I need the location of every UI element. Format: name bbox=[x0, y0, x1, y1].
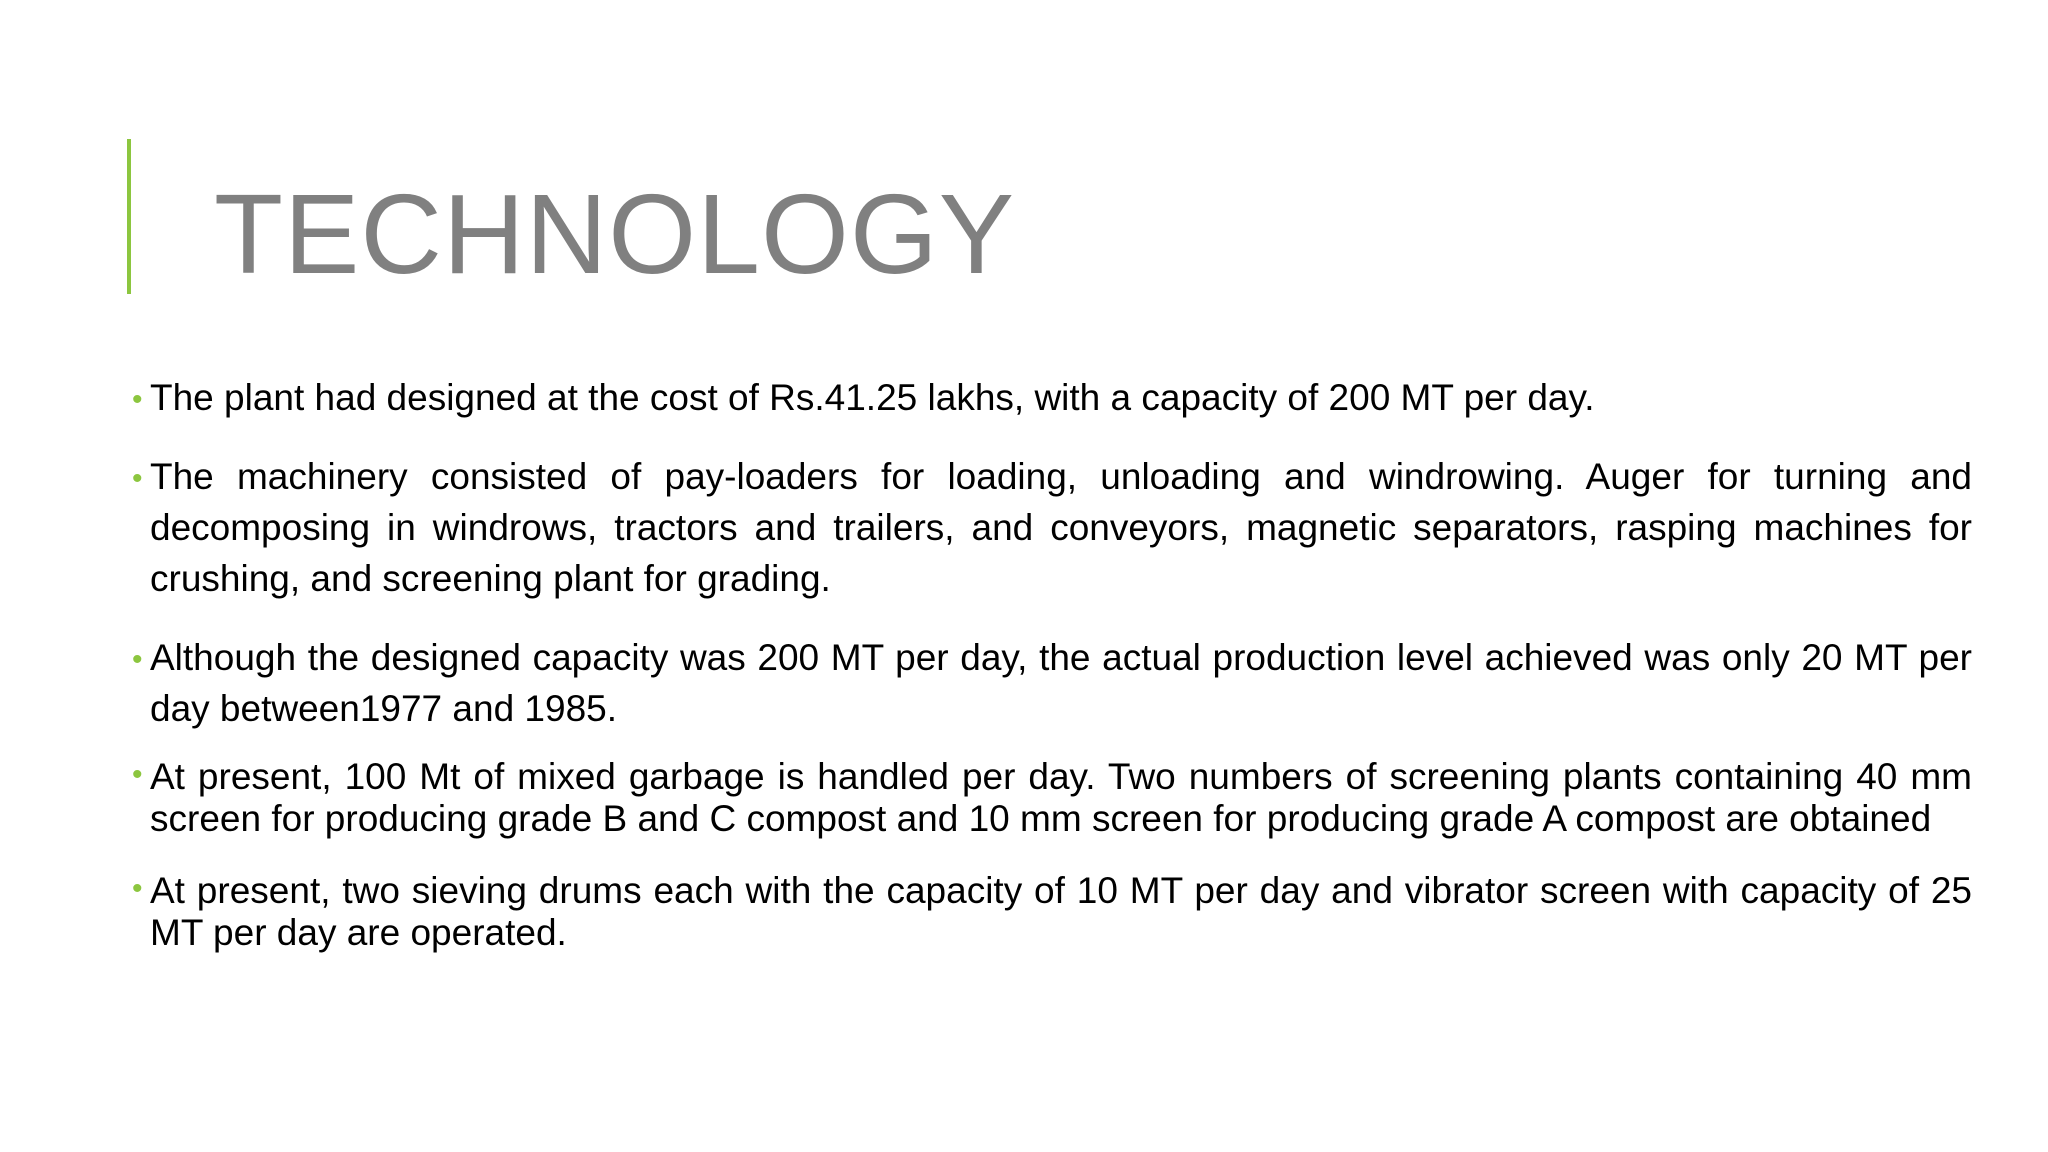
title-accent-bar bbox=[127, 139, 131, 294]
bullet-dot-icon: • bbox=[132, 383, 143, 416]
bullet-text: The machinery consisted of pay-loaders for loading, unloading and windrowing. Auger for turning and decomposing in windrows, tractors and trailers, and conveyors, magnetic separators, rasping machines for crushing, and screening plant for grading. bbox=[150, 456, 1972, 599]
bullet-dot-icon: • bbox=[132, 758, 143, 791]
bullet-list bbox=[132, 372, 1972, 954]
bullet-dot-icon: • bbox=[132, 462, 143, 495]
bullet-text: At present, two sieving drums each with the capacity of 10 MT per day and vibrator screen with capacity of 25 MT per day are operated. bbox=[150, 870, 1972, 953]
bullet-item bbox=[132, 632, 1972, 734]
bullet-dot-icon: • bbox=[132, 872, 143, 905]
bullet-text: Although the designed capacity was 200 MT per day, the actual production level achieved was only 20 MT per day between1977 and 1985. bbox=[150, 637, 1972, 729]
bullet-text: At present, 100 Mt of mixed garbage is handled per day. Two numbers of screening plants containing 40 mm screen for producing grade B and C compost and 10 mm screen for producing grade A compost are obtained bbox=[150, 756, 1972, 839]
bullet-text: The plant had designed at the cost of Rs.41.25 lakhs, with a capacity of 200 MT per day. bbox=[150, 377, 1595, 418]
bullet-item bbox=[132, 756, 1972, 840]
bullet-item bbox=[132, 870, 1972, 954]
bullet-dot-icon: • bbox=[132, 643, 143, 676]
bullet-item bbox=[132, 372, 1972, 423]
bullet-item bbox=[132, 451, 1972, 604]
slide-title: TECHNOLOGY bbox=[214, 171, 1016, 297]
